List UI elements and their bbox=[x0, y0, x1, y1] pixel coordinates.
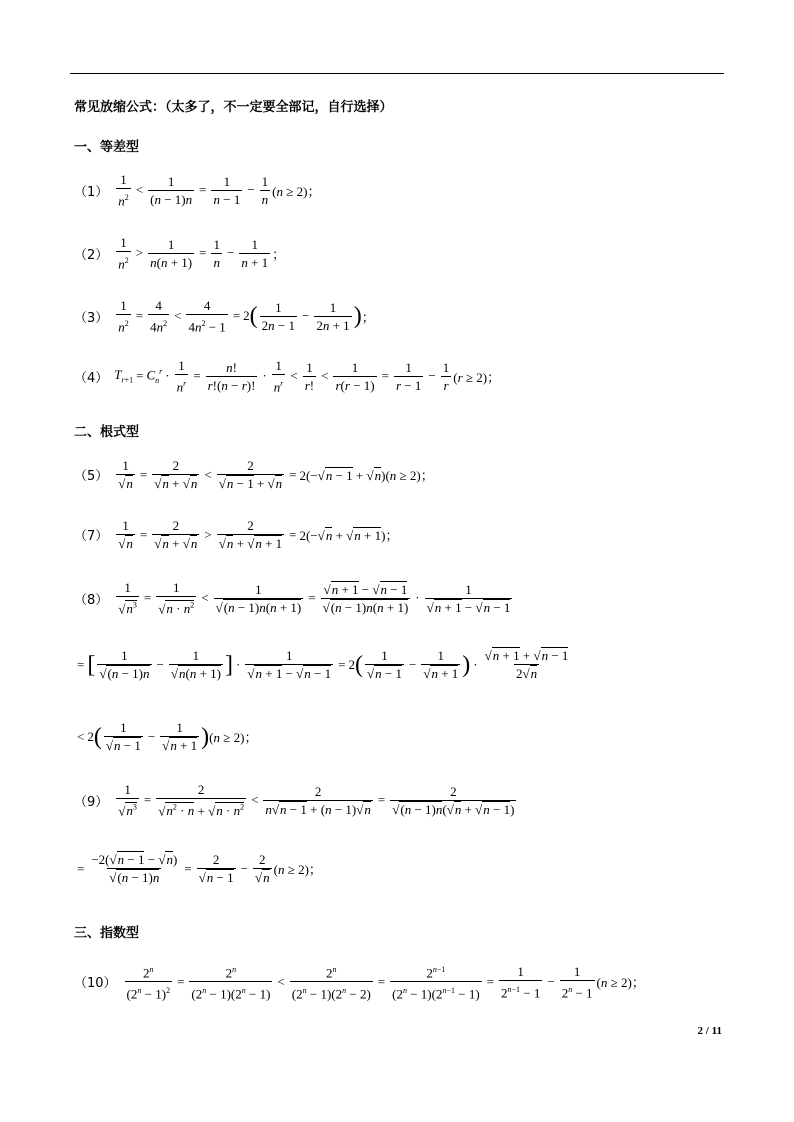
formula-body: $\frac{1}{√n^3}$ = $\frac{1}{√n \cdot n^2}$ < $\frac{1}{√(n - 1)n(n + 1)}$ = $\frac{√n + 1 - √n - 1}{√(n - 1)n(n + 1)}$ · $\frac{1}{√n + 1 - √n - 1}$ bbox=[118, 580, 511, 617]
header-rule bbox=[70, 73, 724, 74]
formula-row bbox=[74, 580, 514, 616]
formula-body: = [ $\frac{1}{√(n - 1)n}$ − $\frac{1}{√n(n + 1)}$ ] · $\frac{1}{√n + 1 - √n - 1}$ = 2 ( $\frac{1}{√n - 1}$ − $\frac{1}{√n + 1}$ ) · $\frac{√n + 1 + √n - 1}{2√n}$ bbox=[77, 648, 569, 681]
formula-body: = $\frac{-2(√n - 1 - √n)}{√(n - 1)n}$ = $\frac{2}{√n - 1}$ − $\frac{2}{√n}$ (n ≥ 2)； bbox=[77, 852, 322, 885]
section-heading: 一、等差型 bbox=[74, 140, 140, 155]
intro-line: 常见放缩公式：（太多了，不一定要全部记，自行选择） bbox=[74, 100, 393, 115]
formula-label: （9） bbox=[74, 794, 109, 810]
formula-row bbox=[74, 648, 572, 681]
formula-label: （3） bbox=[74, 310, 109, 326]
formula-row bbox=[74, 720, 257, 753]
formula-body: $\frac{1}{√n}$ = $\frac{2}{√n + √n}$ < $\frac{2}{√n - 1 + √n}$ = 2(−√n − 1 + √n)(n ≥ 2)； bbox=[118, 458, 434, 491]
formula-row bbox=[74, 358, 500, 394]
formula-label: （2） bbox=[74, 247, 109, 263]
formula-body: $\frac{1}{√n^3}$ = $\frac{2}{√n^2 \cdot n + √n \cdot n^2}$ < $\frac{2}{n√n - 1 + (n - 1)√n}$ = $\frac{2}{√(n - 1)n(√n + √n - 1)}$ bbox=[118, 782, 515, 819]
formula-row bbox=[74, 172, 320, 208]
formula-body: $\frac{1}{√n}$ = $\frac{2}{√n + √n}$ > $\frac{2}{√n + √n + 1}$ = 2(−√n + √n + 1)； bbox=[118, 518, 399, 551]
formula-row bbox=[74, 518, 398, 551]
formula-row bbox=[74, 298, 375, 334]
formula-label: （1） bbox=[74, 184, 109, 200]
page-number: 2 / 11 bbox=[697, 1025, 722, 1037]
formula-body: < 2 ( $\frac{1}{√n - 1}$ − $\frac{1}{√n + 1}$ ) (n ≥ 2)； bbox=[77, 720, 258, 753]
formula-row bbox=[74, 962, 645, 1002]
formula-label: （8） bbox=[74, 592, 109, 608]
formula-body: $\frac{1}{n^2}$ > $\frac{1}{n(n + 1)}$ = $\frac{1}{n}$ − $\frac{1}{n + 1}$ ； bbox=[118, 235, 286, 272]
formula-row bbox=[74, 235, 285, 271]
formula-label: （7） bbox=[74, 529, 109, 544]
formula-row bbox=[74, 782, 518, 818]
formula-label: （10） bbox=[74, 976, 117, 992]
formula-row bbox=[74, 458, 434, 491]
formula-body: $\frac{2^n}{(2^n - 1)^2}$ = $\frac{2^n}{(2^n - 1)(2^n - 1)}$ < $\frac{2^n}{(2^n - 1)(2^n - 2)}$ = $\frac{2^{n-1}}{(2^n - 1)(2^{n-1} - 1)}$ = $\frac{1}{2^{n-1} - 1}$ − $\frac{1}{2^n - 1}$ (n ≥ 2)； bbox=[126, 963, 645, 1002]
section-heading: 二、根式型 bbox=[74, 425, 140, 440]
formula-body: $\frac{1}{n^2}$ < $\frac{1}{(n - 1)n}$ = $\frac{1}{n - 1}$ − $\frac{1}{n}$ (n ≥ 2)； bbox=[118, 172, 321, 209]
formula-row bbox=[74, 852, 322, 885]
formula-body: $\frac{1}{n^2}$ = $\frac{4}{4n^2}$ < $\frac{4}{4n^2 - 1}$ = 2 ( $\frac{1}{2n - 1}$ − $\frac{1}{2n + 1}$ ) ； bbox=[118, 298, 375, 335]
formula-label: （5） bbox=[74, 469, 109, 484]
section-heading: 三、指数型 bbox=[74, 926, 140, 941]
formula-label: （4） bbox=[74, 370, 109, 386]
formula-body: $T_{r+1}$ = $C_n^r$ · $\frac{1}{n^r}$ = $\frac{n!}{r!(n - r)!}$ · $\frac{1}{n^r}$ < $\frac{1}{r!}$ < $\frac{1}{r(r - 1)}$ = $\frac{1}{r - 1}$ − $\frac{1}{r}$ (r ≥ 2)； bbox=[114, 358, 501, 395]
